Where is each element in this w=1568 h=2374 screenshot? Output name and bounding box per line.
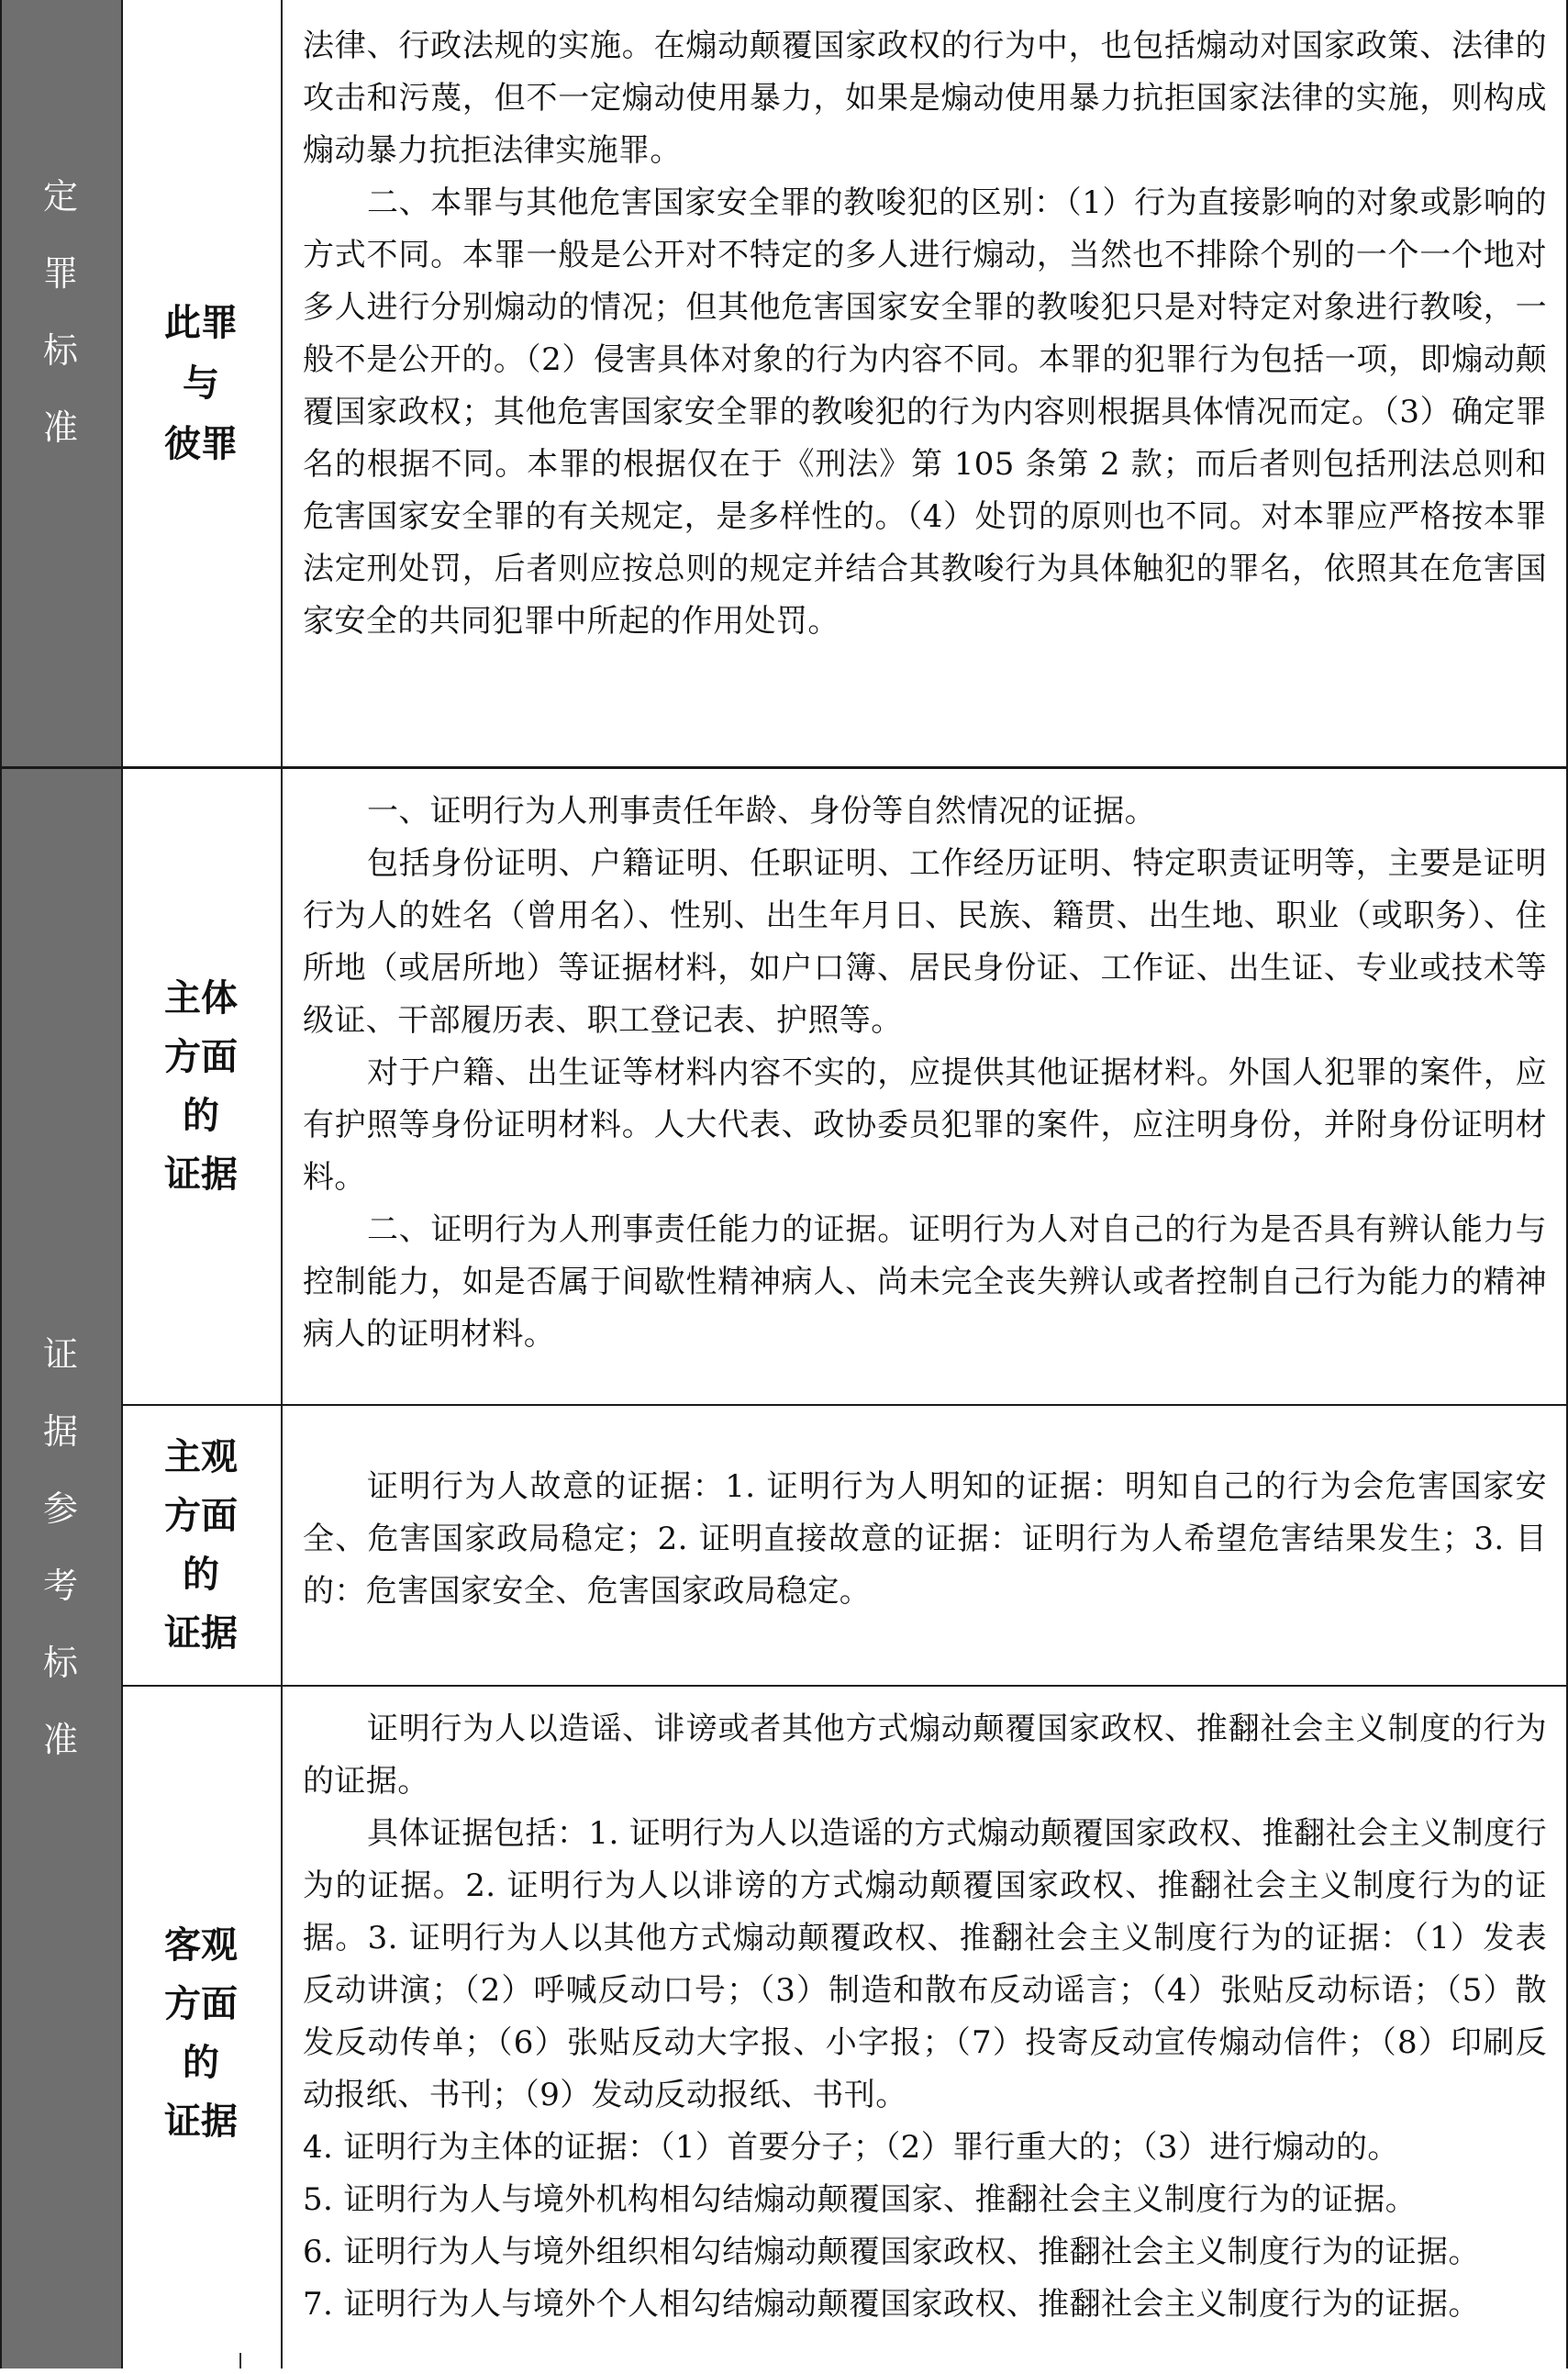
section-title-subjective-evidence: 主观 方面 的 证据	[164, 1436, 238, 1655]
section-title-subject-evidence: 主体 方面 的 证据	[164, 977, 238, 1196]
title-divider	[281, 0, 283, 2368]
section-body-subjective-evidence	[303, 1461, 1547, 1618]
paragraph: 包括身份证明、户籍证明、任职证明、工作经历证明、特定职责证明等，主要是证明行为人的姓名（曾用名）、性别、出生年月日、民族、籍贯、出生地、职业（或职务）、住所地（或居所地）等证据材料，如户口簿、居民身份证、工作证、出生证、专业或技术等级证、干部履历表、职工登记表、护照等。	[303, 845, 1547, 1039]
category-label-conviction: 定 罪 标 准	[42, 176, 78, 448]
section-title-distinction: 此罪 与 彼罪	[164, 301, 238, 465]
paragraph: 6. 证明行为人与境外组织相勾结煽动颠覆国家政权、推翻社会主义制度行为的证据。	[303, 2234, 1480, 2270]
section-body-subject-evidence	[303, 786, 1547, 1361]
paragraph: 对于户籍、出生证等材料内容不实的，应提供其他证据材料。外国人犯罪的案件，应有护照等身份证明材料。人大代表、政协委员犯罪的案件，应注明身份，并附身份证明材料。	[303, 1054, 1547, 1196]
paragraph: 一、证明行为人刑事责任年龄、身份等自然情况的证据。	[367, 793, 1156, 830]
paragraph: 证明行为人故意的证据：1. 证明行为人明知的证据：明知自己的行为会危害国家安全、危害国家政局稳定；2. 证明直接故意的证据：证明行为人希望危害结果发生；3. 目的：危害国家安全、危害国家政局稳定。	[303, 1468, 1547, 1610]
paragraph: 二、本罪与其他危害国家安全罪的教唆犯的区别：（1）行为直接影响的对象或影响的方式不同。本罪一般是公开对不特定的多人进行煽动，当然也不排除个别的一个一个地对多人进行分别煽动的情况；但其他危害国家安全罪的教唆犯只是对特定对象进行教唆，一般不是公开的。（2）侵害具体对象的行为内容不同。本罪的犯罪行为包括一项，即煽动颠覆国家政权；其他危害国家安全罪的教唆犯的行为内容则根据具体情况而定。（3）确定罪名的根据不同。本罪的根据仅在于《刑法》第 105 条第 2 款；而后者则包括刑法总则和危害国家安全罪的有关规定，是多样性的。（4）处罚的原则也不同。对本罪应严格按本罪法定刑处罚，后者则应按总则的规定并结合其教唆行为具体触犯的罪名，依照其在危害国家安全的共同犯罪中所起的作用处罚。	[303, 184, 1547, 640]
section-body-objective-evidence	[303, 1703, 1547, 2331]
category-label-evidence: 证 据 参 考 标 准	[42, 1334, 78, 1760]
paragraph: 法律、行政法规的实施。在煽动颠覆国家政权的行为中，也包括煽动对国家政策、法律的攻击和污蔑，但不一定煽动使用暴力，如果是煽动使用暴力抗拒国家法律的实施，则构成煽动暴力抗拒法律实施罪。	[303, 28, 1547, 169]
paragraph: 4. 证明行为主体的证据：（1）首要分子；（2）罪行重大的；（3）进行煽动的。	[303, 2129, 1399, 2166]
section-divider-1	[121, 1404, 1568, 1406]
paragraph: 证明行为人以造谣、诽谤或者其他方式煽动颠覆国家政权、推翻社会主义制度的行为的证据。	[303, 1711, 1547, 1800]
paragraph: 7. 证明行为人与境外个人相勾结煽动颠覆国家政权、推翻社会主义制度行为的证据。	[303, 2286, 1480, 2323]
page-footer-mark	[239, 2353, 241, 2368]
paragraph: 具体证据包括：1. 证明行为人以造谣的方式煽动颠覆国家政权、推翻社会主义制度行为的证据。2. 证明行为人以诽谤的方式煽动颠覆国家政权、推翻社会主义制度行为的证据。3. 证明行为人以其他方式煽动颠覆政权、推翻社会主义制度行为的证据：（1）发表反动讲演；（2）呼喊反动口号；（3）制造和散布反动谣言；（4）张贴反动标语；（5）散发反动传单；（6）张贴反动大字报、小字报；（7）投寄反动宣传煽动信件；（8）印刷反动报纸、书刊；（9）发动反动报纸、书刊。	[303, 1815, 1547, 2113]
paragraph: 5. 证明行为人与境外机构相勾结煽动颠覆国家、推翻社会主义制度行为的证据。	[303, 2181, 1418, 2218]
section-title-objective-evidence: 客观 方面 的 证据	[164, 1923, 238, 2143]
section-divider-2	[121, 1685, 1568, 1687]
section-body-distinction	[303, 20, 1547, 648]
paragraph: 二、证明行为人刑事责任能力的证据。证明行为人对自己的行为是否具有辨认能力与控制能力，如是否属于间歇性精神病人、尚未完全丧失辨认或者控制自己行为能力的精神病人的证明材料。	[303, 1211, 1547, 1353]
